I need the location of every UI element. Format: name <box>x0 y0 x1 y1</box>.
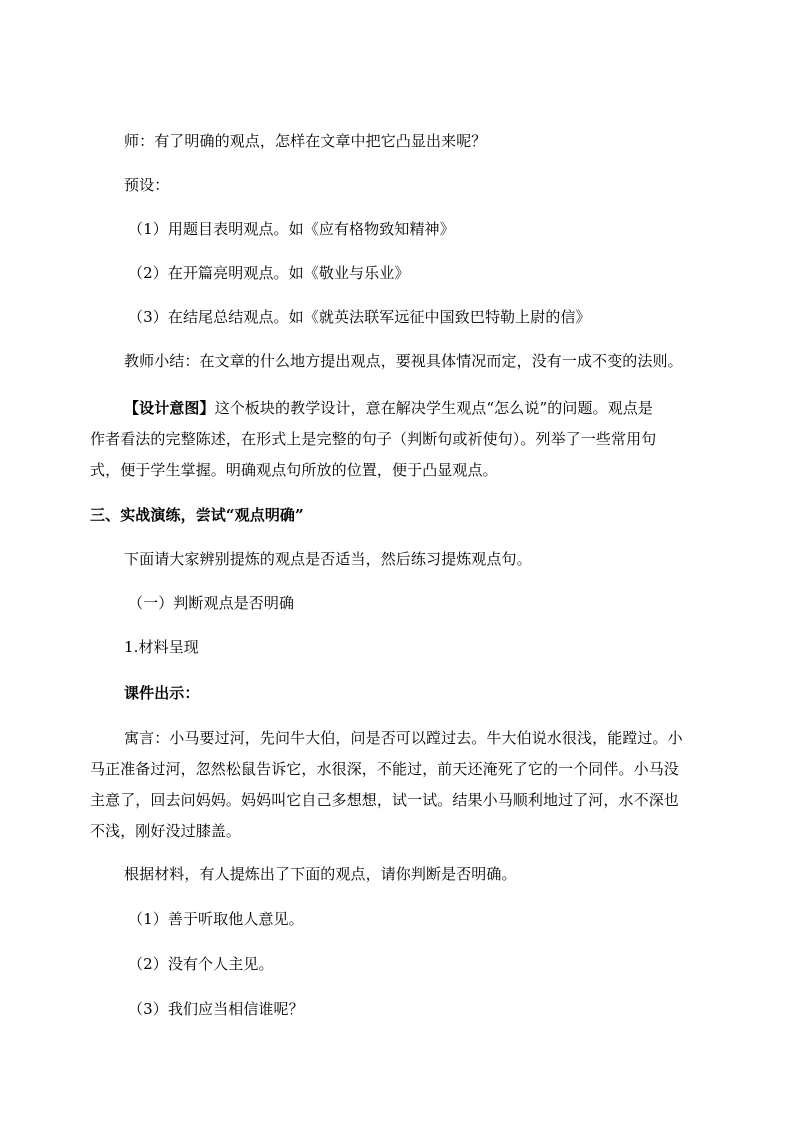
option-1: （1）善于听取他人意见。 <box>128 910 304 928</box>
fable-line-2: 马正准备过河，忽然松鼠告诉它，水很深，不能过，前天还淹死了它的一个同伴。小马没 <box>90 760 679 778</box>
teacher-question: 师：有了明确的观点，怎样在文章中把它凸显出来呢？ <box>124 132 487 150</box>
subsection-heading-1: （一）判断观点是否明确 <box>128 594 295 612</box>
courseware-label: 课件出示： <box>124 684 200 702</box>
material-heading: 1.材料呈现 <box>124 638 199 656</box>
design-intent-line-3: 式，便于学生掌握。明确观点句所放的位置，便于凸显观点。 <box>90 461 498 479</box>
option-3: （3）我们应当相信谁呢？ <box>128 1000 304 1018</box>
fable-line-3: 主意了，回去问妈妈。妈妈叫它自己多想想，试一试。结果小马顺利地过了河，水不深也 <box>90 791 679 809</box>
design-intent-label: 【设计意图】 <box>124 399 215 417</box>
fable-line-4: 不浅，刚好没过膝盖。 <box>90 822 242 840</box>
section-intro: 下面请大家辨别提炼的观点是否适当，然后练习提炼观点句。 <box>124 550 532 568</box>
design-intent-line-1 <box>124 398 764 418</box>
judge-instruction: 根据材料，有人提炼出了下面的观点，请你判断是否明确。 <box>124 865 517 883</box>
teacher-summary: 教师小结：在文章的什么地方提出观点，要视具体情况而定，没有一成不变的法则。 <box>124 352 683 370</box>
fable-line-1: 寓言：小马要过河，先问牛大伯，问是否可以蹚过去。牛大伯说水很浅，能蹚过。小 <box>124 729 683 747</box>
design-intent-text-1: 这个板块的教学设计，意在解决学生观点“怎么说”的问题。观点是 <box>214 399 653 417</box>
preset-label: 预设： <box>124 176 170 194</box>
section-heading-3: 三、实战演练，尝试“观点明确” <box>90 506 304 524</box>
preset-item-3: （3）在结尾总结观点。如《就英法联军远征中国致巴特勒上尉的信》 <box>128 308 591 326</box>
preset-item-1: （1）用题目表明观点。如《应有格物致知精神》 <box>128 220 455 238</box>
preset-item-2: （2）在开篇亮明观点。如《敬业与乐业》 <box>128 264 410 282</box>
option-2: （2）没有个人主见。 <box>128 955 274 973</box>
design-intent-line-2: 作者看法的完整陈述，在形式上是完整的句子（判断句或祈使句）。列举了一些常用句 <box>90 430 657 448</box>
